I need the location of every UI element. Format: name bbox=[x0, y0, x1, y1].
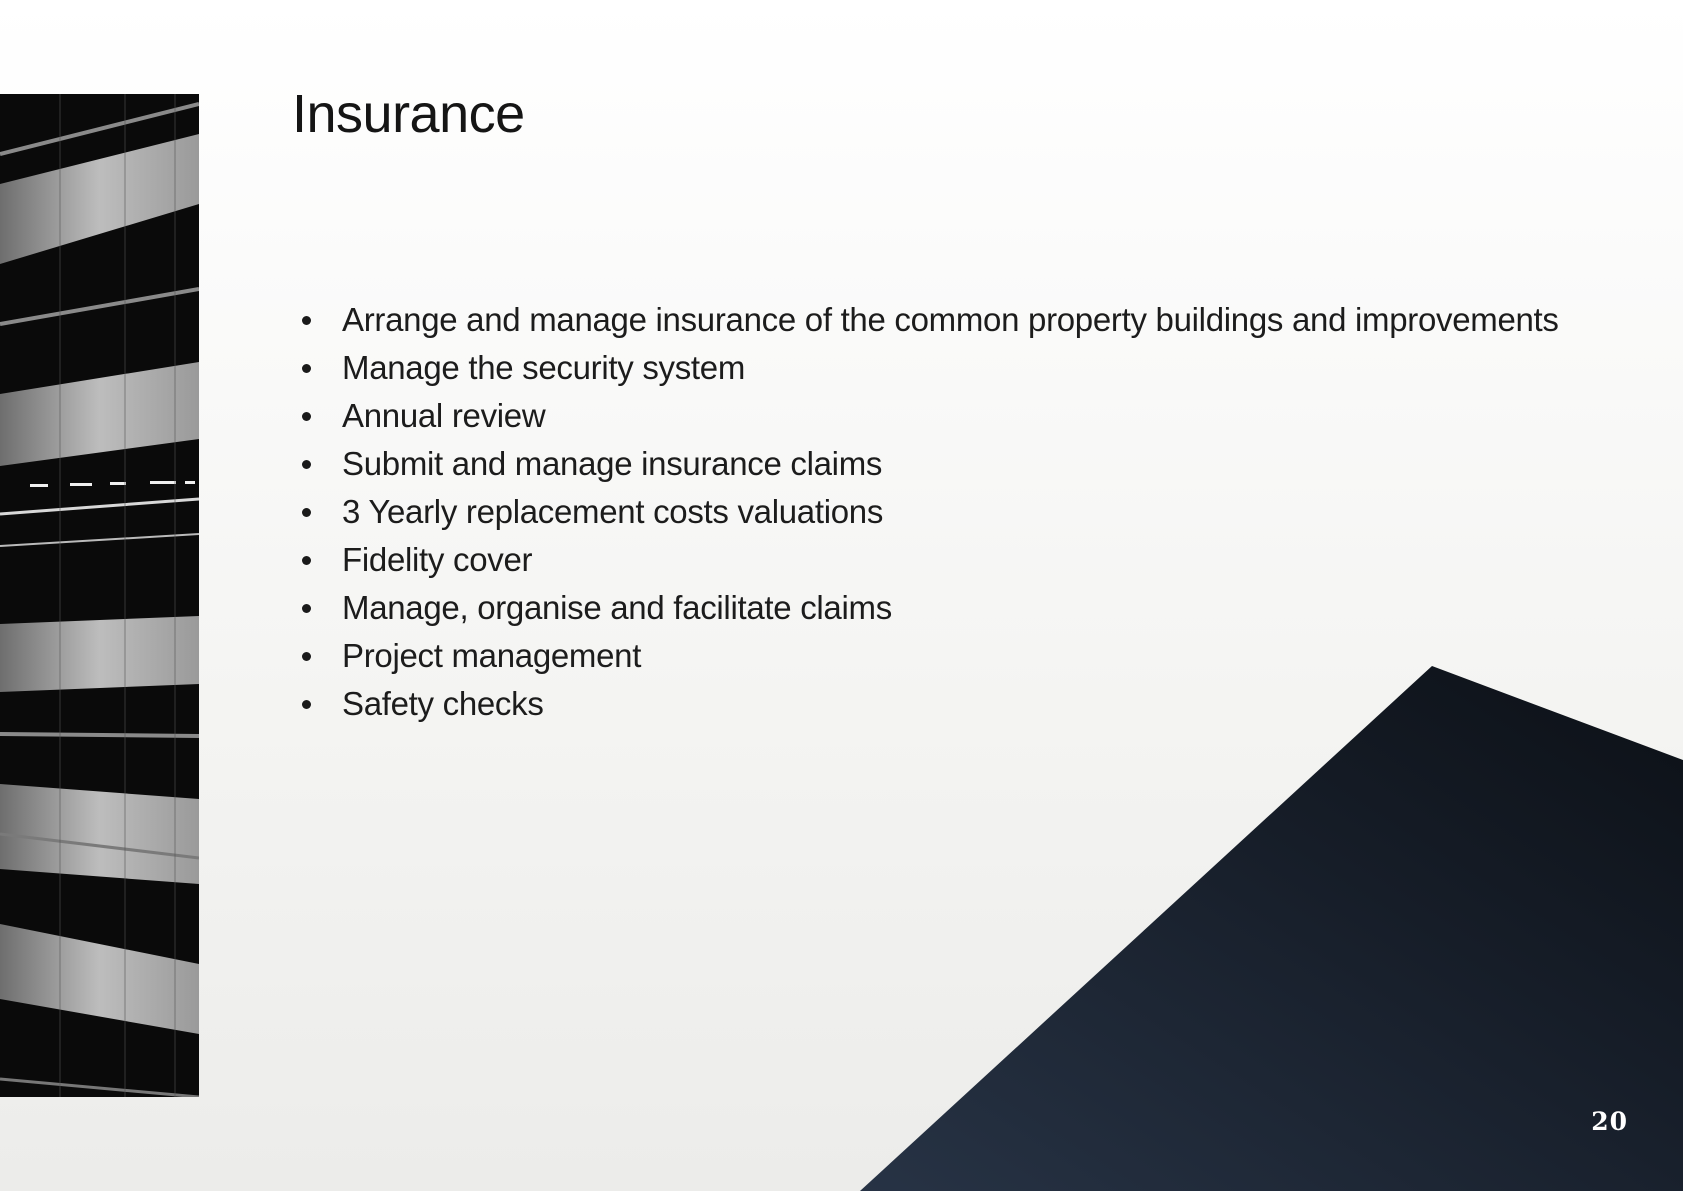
list-item bbox=[296, 392, 1559, 440]
list-item bbox=[296, 344, 1559, 392]
bullet-icon bbox=[302, 508, 311, 517]
list-item-label: Safety checks bbox=[342, 685, 544, 722]
bullet-icon bbox=[302, 460, 311, 469]
list-item bbox=[296, 584, 1559, 632]
list-item-label: Arrange and manage insurance of the common property buildings and improvements bbox=[342, 301, 1559, 338]
bullet-icon bbox=[302, 652, 311, 661]
list-item bbox=[296, 440, 1559, 488]
bullet-icon bbox=[302, 604, 311, 613]
list-item-label: Annual review bbox=[342, 397, 546, 434]
bullet-icon bbox=[302, 700, 311, 709]
page-number: 20 bbox=[1591, 1107, 1628, 1136]
list-item bbox=[296, 296, 1559, 344]
list-item-label: 3 Yearly replacement costs valuations bbox=[342, 493, 884, 530]
bullet-icon bbox=[302, 316, 311, 325]
list-item bbox=[296, 488, 1559, 536]
page-title: Insurance bbox=[292, 84, 525, 144]
list-item-label: Submit and manage insurance claims bbox=[342, 445, 883, 482]
bullet-icon bbox=[302, 412, 311, 421]
list-item bbox=[296, 680, 1559, 728]
list-item-label: Project management bbox=[342, 637, 642, 674]
list-item bbox=[296, 536, 1559, 584]
list-item-label: Manage, organise and facilitate claims bbox=[342, 589, 892, 626]
bullet-icon bbox=[302, 364, 311, 373]
list-item-label: Manage the security system bbox=[342, 349, 746, 386]
bullet-icon bbox=[302, 556, 311, 565]
services-list bbox=[296, 296, 1559, 728]
list-item-label: Fidelity cover bbox=[342, 541, 533, 578]
list-item bbox=[296, 632, 1559, 680]
